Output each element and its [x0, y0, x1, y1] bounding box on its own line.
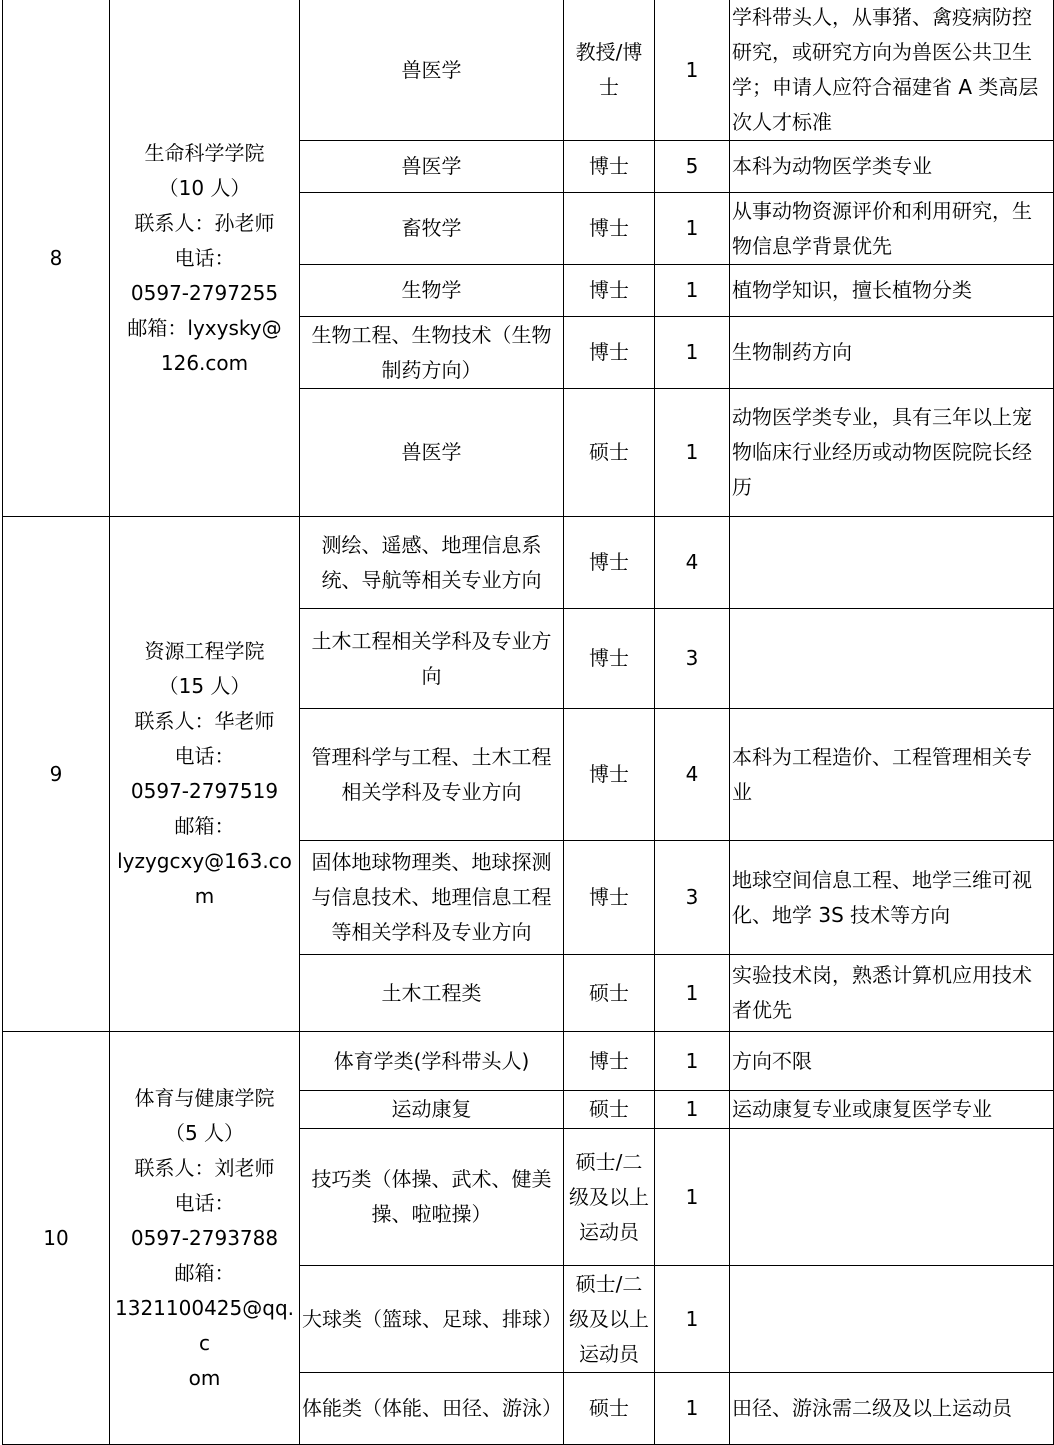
count-cell: 1: [655, 955, 730, 1032]
row-index: 10: [3, 1032, 110, 1445]
degree-cell: 博士: [564, 265, 655, 317]
college-line: 电话：: [174, 1190, 235, 1215]
count-cell: 1: [655, 265, 730, 317]
college-line: lyzygcxy@163.co: [117, 849, 292, 873]
major-cell: 管理科学与工程、土木工程相关学科及专业方向: [300, 709, 564, 841]
college-line: 0597-2797519: [130, 779, 279, 803]
college-line: 资源工程学院: [144, 639, 265, 663]
table-row: [3, 1032, 1054, 1091]
degree-cell: 博士: [564, 517, 655, 609]
college-line: 0597-2797255: [130, 280, 279, 305]
count-cell: 1: [655, 1129, 730, 1266]
degree-cell: 硕士: [564, 1091, 655, 1129]
requirement-cell: 生物制药方向: [730, 317, 1054, 389]
requirement-cell: 本科为动物医学类专业: [730, 141, 1054, 193]
degree-cell: 教授/博士: [564, 0, 655, 141]
requirement-cell: 从事动物资源评价和利用研究，生物信息学背景优先: [730, 193, 1054, 265]
major-cell: 土木工程相关学科及专业方向: [300, 609, 564, 709]
college-line: 联系人：华老师: [134, 709, 275, 733]
college-line: 邮箱：: [174, 814, 235, 838]
table-row: [3, 517, 1054, 609]
college-line: （15 人）: [158, 674, 251, 698]
count-cell: 4: [655, 709, 730, 841]
count-cell: 1: [655, 1266, 730, 1373]
college-line: 电话：: [174, 245, 235, 270]
requirement-cell: 方向不限: [730, 1032, 1054, 1091]
count-cell: 1: [655, 389, 730, 517]
college-info: [110, 1032, 300, 1445]
major-cell: 固体地球物理类、地球探测与信息技术、地理信息工程等相关学科及专业方向: [300, 841, 564, 955]
requirement-cell: 植物学知识，擅长植物分类: [730, 265, 1054, 317]
college-line: （5 人）: [164, 1120, 245, 1145]
count-cell: 1: [655, 1373, 730, 1445]
major-cell: 大球类（篮球、足球、排球）: [300, 1266, 564, 1373]
requirement-cell: 实验技术岗，熟悉计算机应用技术者优先: [730, 955, 1054, 1032]
row-index: 9: [3, 517, 110, 1032]
degree-cell: 博士: [564, 709, 655, 841]
major-cell: 体能类（体能、田径、游泳）: [300, 1373, 564, 1445]
college-line: 0597-2793788: [130, 1225, 279, 1250]
count-cell: 1: [655, 193, 730, 265]
degree-cell: 硕士: [564, 1373, 655, 1445]
degree-cell: 博士: [564, 193, 655, 265]
major-cell: 兽医学: [300, 389, 564, 517]
college-line: 1321100425@qq.c: [115, 1295, 294, 1355]
college-line: 联系人：孙老师: [134, 210, 275, 235]
count-cell: 1: [655, 317, 730, 389]
major-cell: 生物学: [300, 265, 564, 317]
count-cell: 1: [655, 0, 730, 141]
college-line: m: [194, 884, 215, 908]
college-line: om: [188, 1365, 221, 1390]
count-cell: 1: [655, 1032, 730, 1091]
requirement-cell: 地球空间信息工程、地学三维可视化、地学 3S 技术等方向: [730, 841, 1054, 955]
recruitment-table: [2, 0, 1054, 1445]
degree-cell: 硕士/二级及以上运动员: [564, 1129, 655, 1266]
count-cell: 3: [655, 609, 730, 709]
college-line: 电话：: [174, 744, 235, 768]
degree-cell: 博士: [564, 609, 655, 709]
major-cell: 兽医学: [300, 0, 564, 141]
degree-cell: 博士: [564, 317, 655, 389]
requirement-cell: [730, 1129, 1054, 1266]
degree-cell: 博士: [564, 841, 655, 955]
row-index: 8: [3, 0, 110, 517]
major-cell: 测绘、遥感、地理信息系统、导航等相关专业方向: [300, 517, 564, 609]
college-line: 邮箱：lyxysky@: [127, 315, 282, 340]
college-line: 生命科学学院: [144, 140, 265, 165]
degree-cell: 硕士: [564, 389, 655, 517]
requirement-cell: [730, 517, 1054, 609]
degree-cell: 博士: [564, 1032, 655, 1091]
major-cell: 畜牧学: [300, 193, 564, 265]
requirement-cell: 运动康复专业或康复医学专业: [730, 1091, 1054, 1129]
degree-cell: 硕士: [564, 955, 655, 1032]
requirement-cell: 动物医学类专业，具有三年以上宠物临床行业经历或动物医院院长经历: [730, 389, 1054, 517]
college-line: 联系人：刘老师: [134, 1155, 275, 1180]
degree-cell: 硕士/二级及以上运动员: [564, 1266, 655, 1373]
requirement-cell: 学科带头人，从事猪、禽疫病防控研究，或研究方向为兽医公共卫生学；申请人应符合福建省 A 类高层次人才标准: [730, 0, 1054, 141]
major-cell: 体育学类(学科带头人): [300, 1032, 564, 1091]
major-cell: 生物工程、生物技术（生物制药方向）: [300, 317, 564, 389]
count-cell: 5: [655, 141, 730, 193]
requirement-cell: 本科为工程造价、工程管理相关专业: [730, 709, 1054, 841]
college-line: 体育与健康学院: [134, 1085, 275, 1110]
college-line: （10 人）: [158, 175, 251, 200]
college-line: 邮箱：: [174, 1260, 235, 1285]
major-cell: 运动康复: [300, 1091, 564, 1129]
degree-cell: 博士: [564, 141, 655, 193]
requirement-cell: [730, 609, 1054, 709]
count-cell: 1: [655, 1091, 730, 1129]
count-cell: 3: [655, 841, 730, 955]
major-cell: 土木工程类: [300, 955, 564, 1032]
college-info: [110, 517, 300, 1032]
count-cell: 4: [655, 517, 730, 609]
requirement-cell: 田径、游泳需二级及以上运动员: [730, 1373, 1054, 1445]
major-cell: 兽医学: [300, 141, 564, 193]
college-line: 126.com: [160, 350, 249, 375]
major-cell: 技巧类（体操、武术、健美操、啦啦操）: [300, 1129, 564, 1266]
college-info: [110, 0, 300, 517]
requirement-cell: [730, 1266, 1054, 1373]
table-row: [3, 0, 1054, 141]
